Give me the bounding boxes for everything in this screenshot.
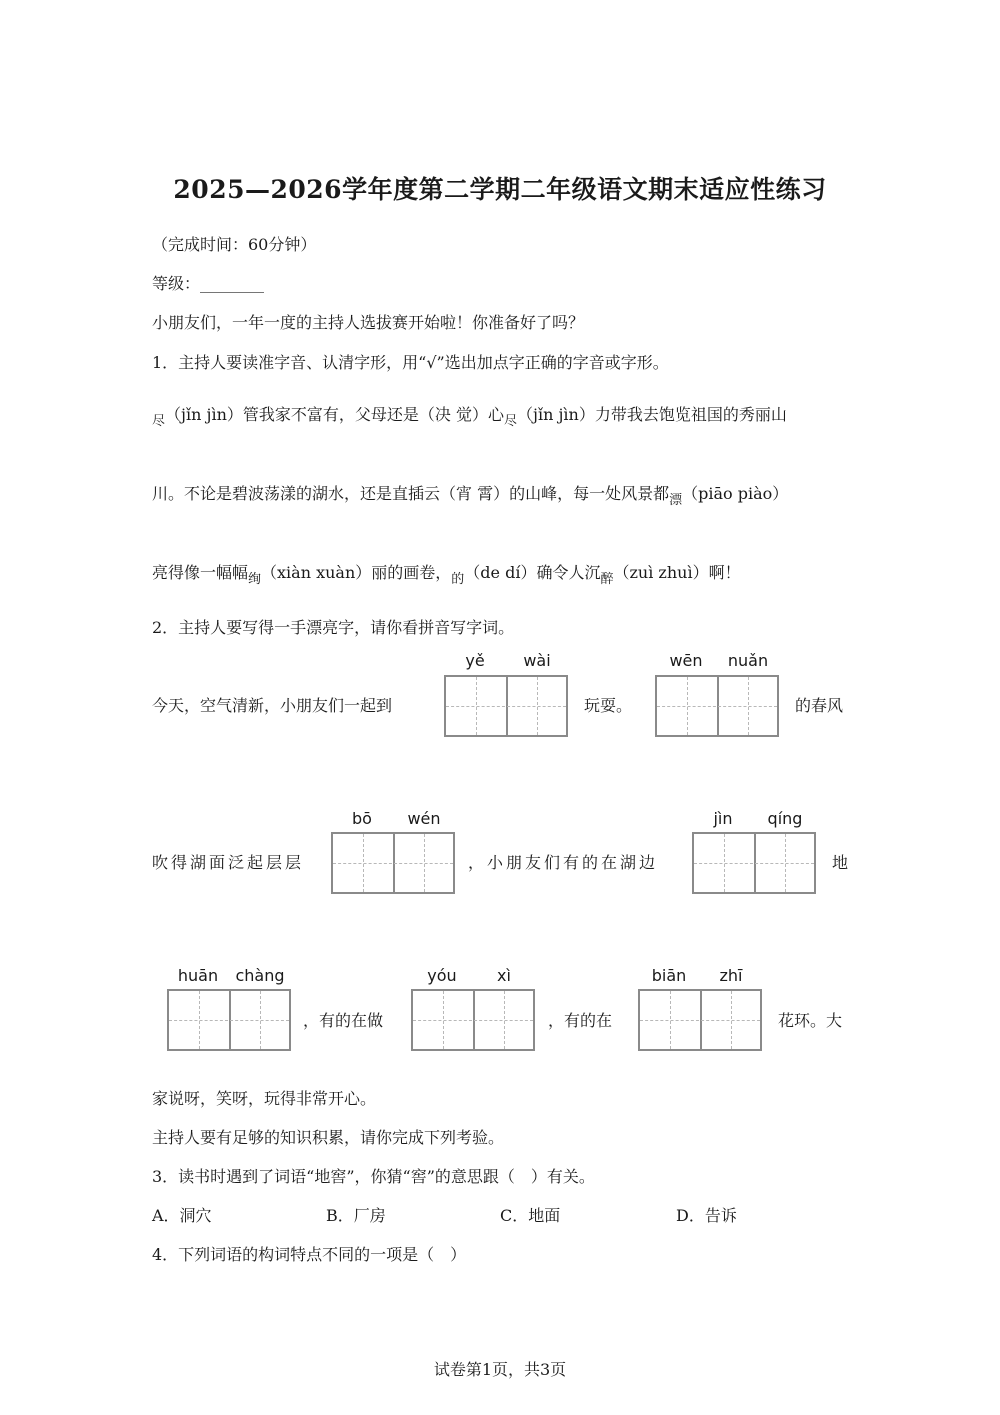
pinyin: jìn: [713, 809, 733, 828]
pinyin: yě: [465, 651, 485, 670]
q1-prompt: 1．主持人要读准字音、认清字形，用“√”选出加点字正确的字音或字形。: [152, 353, 669, 372]
pinyin: chàng: [235, 966, 285, 985]
q3-prompt: 3．读书时遇到了词语“地窖”，你猜“窖”的意思跟（ ）有关。: [152, 1167, 595, 1186]
q1-line-2: [152, 481, 789, 508]
q2-row2-text-b: ，小朋友们有的在湖边: [468, 853, 659, 872]
q1-line2-text-a: 川。不论是碧波荡漾的湖水，还是直插云（宵 霄）的山峰，每一处风景都: [152, 484, 670, 503]
q2-row3-text-a: ，有的在做: [303, 1011, 384, 1030]
tianzige-answer-box[interactable]: [331, 832, 455, 894]
tianzige-answer-box[interactable]: [692, 832, 816, 894]
dotted-char: 漂: [669, 493, 683, 508]
q1-line2-text-b: （piāo piào）: [682, 484, 789, 503]
q1-line1-text-b: （jǐn jìn）力带我去饱览祖国的秀丽山: [516, 405, 787, 424]
q3-option-c[interactable]: C．地面: [500, 1206, 561, 1225]
tianzige-answer-box[interactable]: [655, 675, 779, 737]
time-note: （完成时间：60分钟）: [152, 235, 317, 254]
q1-line1-text-a: （jǐn jìn）管我家不富有，父母还是（决 觉）心: [165, 405, 504, 424]
dotted-char: 的: [451, 572, 465, 587]
tianzige-answer-box[interactable]: [411, 989, 535, 1051]
intro-text: 小朋友们，一年一度的主持人选拔赛开始啦！你准备好了吗？: [152, 313, 585, 332]
pinyin: nuǎn: [727, 651, 769, 670]
pinyin: wēn: [669, 651, 703, 670]
pinyin: huān: [177, 966, 219, 985]
q2-row1-text-b: 玩耍。: [584, 696, 633, 715]
q3-option-b[interactable]: B．厂房: [326, 1206, 386, 1225]
q1-line-1: [152, 402, 787, 429]
tianzige-answer-box[interactable]: [638, 989, 762, 1051]
tianzige-answer-box[interactable]: [167, 989, 291, 1051]
q2-prompt: 2．主持人要写得一手漂亮字，请你看拼音写字词。: [152, 618, 515, 637]
pinyin: yóu: [427, 966, 457, 985]
grade-label: 等级：________: [152, 274, 265, 293]
q1-line-3: [152, 560, 741, 587]
q3-option-d[interactable]: D．告诉: [676, 1206, 737, 1225]
q1-line3-text-b: （xiàn xuàn）丽的画卷，: [261, 563, 452, 582]
q2-row3-text-b: ，有的在: [548, 1011, 613, 1030]
page-title: 2025—2026学年度第二学期二年级语文期末适应性练习: [173, 175, 827, 204]
dotted-char: 绚: [248, 572, 262, 587]
q1-line3-text-c: （de dí）确令人沉: [464, 563, 601, 582]
q4-prompt: 4．下列词语的构词特点不同的一项是（ ）: [152, 1245, 467, 1264]
transition-text: 主持人要有足够的知识积累，请你完成下列考验。: [152, 1128, 505, 1147]
pinyin: bō: [352, 809, 372, 828]
pinyin: xì: [497, 966, 511, 985]
pinyin: wài: [523, 651, 551, 670]
q2-row1-text-a: 今天，空气清新，小朋友们一起到: [152, 696, 393, 715]
q2-end-text: 家说呀，笑呀，玩得非常开心。: [152, 1089, 377, 1108]
pinyin: biān: [651, 966, 687, 985]
page-footer: 试卷第1页，共3页: [433, 1360, 567, 1379]
pinyin: wén: [407, 809, 441, 828]
dotted-char: 尽: [152, 414, 166, 429]
q3-option-a[interactable]: A．洞穴: [152, 1206, 212, 1225]
q2-row3-text-c: 花环。大: [778, 1011, 843, 1030]
pinyin: qíng: [767, 809, 803, 828]
pinyin: zhī: [719, 966, 743, 985]
dotted-char: 尽: [503, 414, 517, 429]
q1-line3-text-a: 亮得像一幅幅: [152, 563, 249, 582]
tianzige-answer-box[interactable]: [444, 675, 568, 737]
q2-row2-text-c: 地: [832, 853, 849, 872]
q2-row2-text-a: 吹得湖面泛起层层: [152, 853, 305, 872]
dotted-char: 醉: [600, 572, 614, 587]
q2-row1-text-c: 的春风: [795, 696, 844, 715]
q1-line3-text-d: （zuì zhuì）啊！: [613, 563, 741, 582]
